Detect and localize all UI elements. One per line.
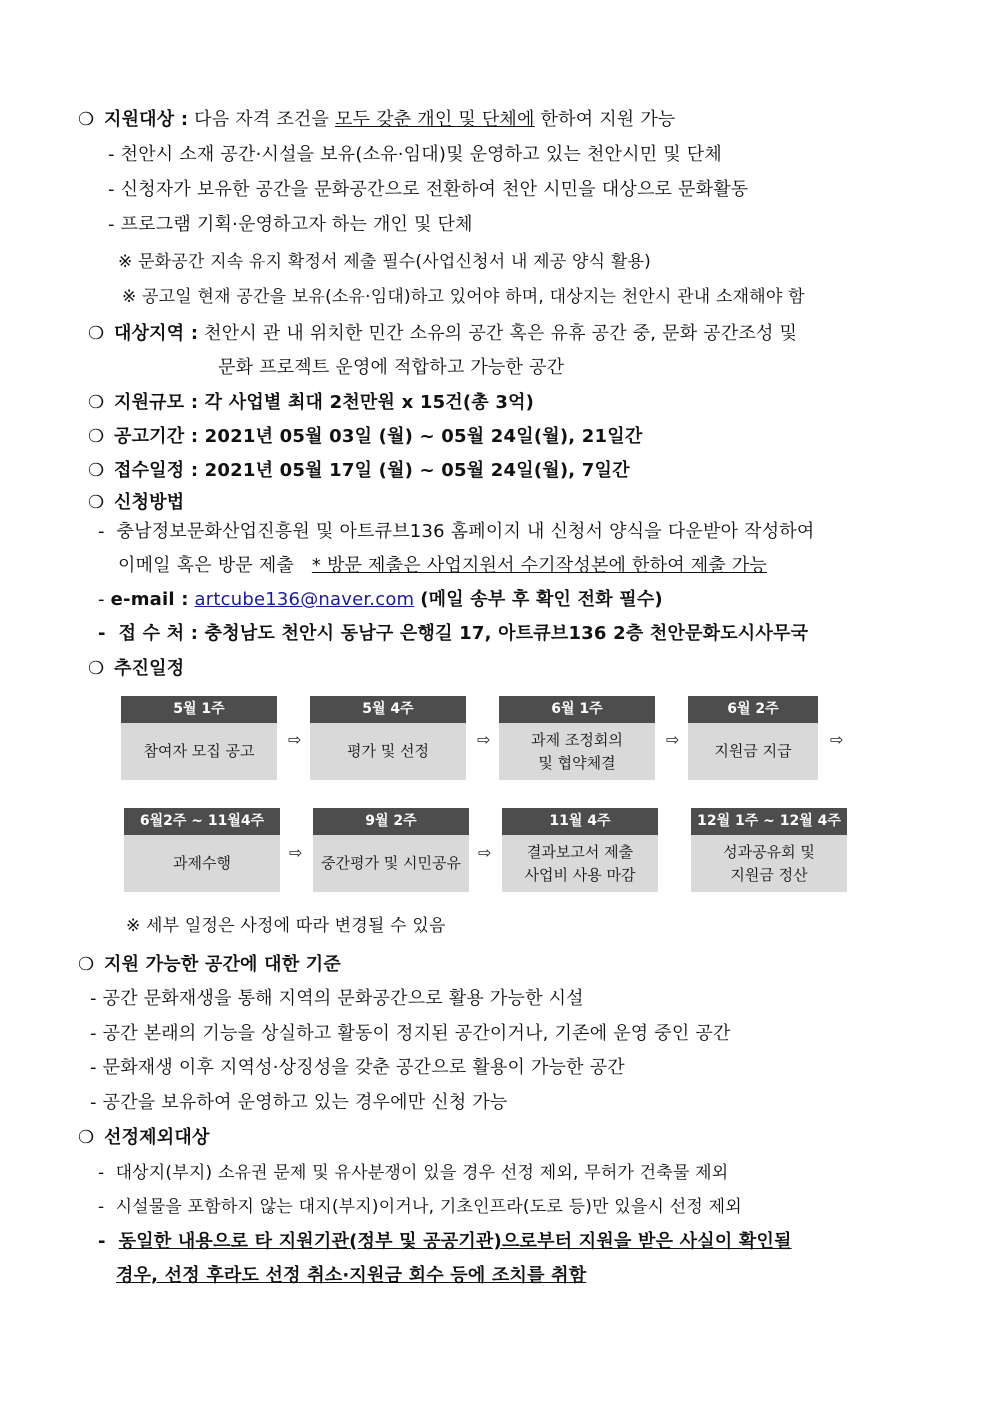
apply-line2: 이메일 혹은 방문 제출 * 방문 제출은 사업지원서 수기작성본에 한하여 제출 가능 <box>118 555 768 576</box>
bullet-icon: ❍ <box>88 392 105 413</box>
exclusion-item-2: - 시설물을 포함하지 않는 대지(부지)이거나, 기초인프라(도로 등)만 있을시 선정 제외 <box>98 1197 742 1217</box>
exclusion-heading: ❍ 선정제외대상 <box>78 1125 210 1151</box>
arrow-right-icon: ⇨ <box>289 843 303 862</box>
notice-period-line: ❍ 공고기간 : 2021년 05월 03일 (월) ~ 05월 24일(월), 21일간 <box>88 424 642 450</box>
schedule-step-1: 5월 1주 참여자 모집 공고 <box>121 696 277 780</box>
criteria-item-4: - 공간을 보유하여 운영하고 있는 경우에만 신청 가능 <box>90 1092 508 1113</box>
apply-heading: ❍ 신청방법 <box>88 490 184 516</box>
apply-address-line: - 접 수 처 : 충청남도 천안시 동남구 은행길 17, 아트큐브136 2층 천안문화도시사무국 <box>98 623 809 644</box>
schedule-step-2: 5월 4주 평가 및 선정 <box>310 696 466 780</box>
eligibility-item-3: - 프로그램 기획·운영하고자 하는 개인 및 단체 <box>108 214 473 235</box>
bullet-icon: ❍ <box>78 954 95 975</box>
email-link[interactable]: artcube136@naver.com <box>194 589 415 610</box>
arrow-right-icon: ⇨ <box>666 730 680 749</box>
exclusion-item-1: - 대상지(부지) 소유권 문제 및 유사분쟁이 있을 경우 선정 제외, 무허가 건축물 제외 <box>98 1163 729 1183</box>
eligibility-heading <box>78 107 676 133</box>
bullet-icon: ❍ <box>78 1127 95 1148</box>
bullet-icon: ❍ <box>78 109 95 130</box>
apply-visit-note: * 방문 제출은 사업지원서 수기작성본에 한하여 제출 가능 <box>311 555 768 576</box>
region-label: 대상지역 : <box>114 323 199 344</box>
receipt-period-line: ❍ 접수일정 : 2021년 05월 17일 (월) ~ 05월 24일(월), 7일간 <box>88 458 630 484</box>
criteria-heading: ❍ 지원 가능한 공간에 대한 기준 <box>78 952 341 978</box>
schedule-note: ※ 세부 일정은 사정에 따라 변경될 수 있음 <box>126 916 446 936</box>
arrow-right-icon: ⇨ <box>478 843 492 862</box>
eligibility-note-2: ※ 공고일 현재 공간을 보유(소유·임대)하고 있어야 하며, 대상지는 천안시 관내 소재해야 함 <box>122 287 805 307</box>
eligibility-text1: 다음 자격 조건을 <box>194 109 330 130</box>
eligibility-label: 지원대상 : <box>104 109 189 130</box>
exclusion-item-3-cont: 경우, 선정 후라도 선정 취소·지원금 회수 등에 조치를 취함 <box>116 1265 587 1286</box>
schedule-step-7: 11월 4주 결과보고서 제출 사업비 사용 마감 <box>502 808 658 892</box>
apply-line1: - 충남정보문화산업진흥원 및 아트큐브136 홈페이지 내 신청서 양식을 다운받아 작성하여 <box>98 521 815 542</box>
bullet-icon: ❍ <box>88 426 105 447</box>
eligibility-item-1: - 천안시 소재 공간·시설을 보유(소유·임대)및 운영하고 있는 천안시민 및 단체 <box>108 144 722 165</box>
schedule-step-6: 9월 2주 중간평가 및 시민공유 <box>313 808 469 892</box>
criteria-item-2: - 공간 본래의 기능을 상실하고 활동이 정지된 공간이거나, 기존에 운영 중인 공간 <box>90 1023 731 1044</box>
bullet-icon: ❍ <box>88 492 105 513</box>
schedule-step-8: 12월 1주 ~ 12월 4주 성과공유회 및 지원금 정산 <box>691 808 847 892</box>
eligibility-item-2: - 신청자가 보유한 공간을 문화공간으로 전환하여 천안 시민을 대상으로 문화활동 <box>108 179 749 200</box>
arrow-right-icon: ⇨ <box>830 730 844 749</box>
bullet-icon: ❍ <box>88 658 105 679</box>
bullet-icon: ❍ <box>88 323 105 344</box>
criteria-item-1: - 공간 문화재생을 통해 지역의 문화공간으로 활용 가능한 시설 <box>90 988 584 1009</box>
eligibility-underlined: 모두 갖춘 개인 및 단체에 <box>335 109 535 130</box>
eligibility-note-1: ※ 문화공간 지속 유지 확정서 제출 필수(사업신청서 내 제공 양식 활용) <box>118 252 651 272</box>
schedule-step-5: 6월2주 ~ 11월4주 과제수행 <box>124 808 280 892</box>
region-line2: 문화 프로젝트 운영에 적합하고 가능한 공간 <box>218 357 565 378</box>
bullet-icon: ❍ <box>88 460 105 481</box>
arrow-right-icon: ⇨ <box>288 730 302 749</box>
scale-line: ❍ 지원규모 : 각 사업별 최대 2천만원 x 15건(총 3억) <box>88 390 534 416</box>
schedule-heading: ❍ 추진일정 <box>88 656 184 682</box>
schedule-step-3: 6월 1주 과제 조정회의 및 협약체결 <box>499 696 655 780</box>
region-heading <box>88 321 797 347</box>
exclusion-item-3: - 동일한 내용으로 타 지원기관(정부 및 공공기관)으로부터 지원을 받은 사실이 확인될 <box>98 1231 792 1252</box>
schedule-step-4: 6월 2주 지원금 지급 <box>688 696 818 780</box>
region-line1: 천안시 관 내 위치한 민간 소유의 공간 혹은 유휴 공간 중, 문화 공간조성 및 <box>204 323 798 344</box>
criteria-item-3: - 문화재생 이후 지역성·상징성을 갖춘 공간으로 활용이 가능한 공간 <box>90 1057 625 1078</box>
arrow-right-icon: ⇨ <box>477 730 491 749</box>
apply-email-line: - e-mail : artcube136@naver.com (메일 송부 후 확인 전화 필수) <box>98 589 663 610</box>
eligibility-text2: 한하여 지원 가능 <box>540 109 676 130</box>
